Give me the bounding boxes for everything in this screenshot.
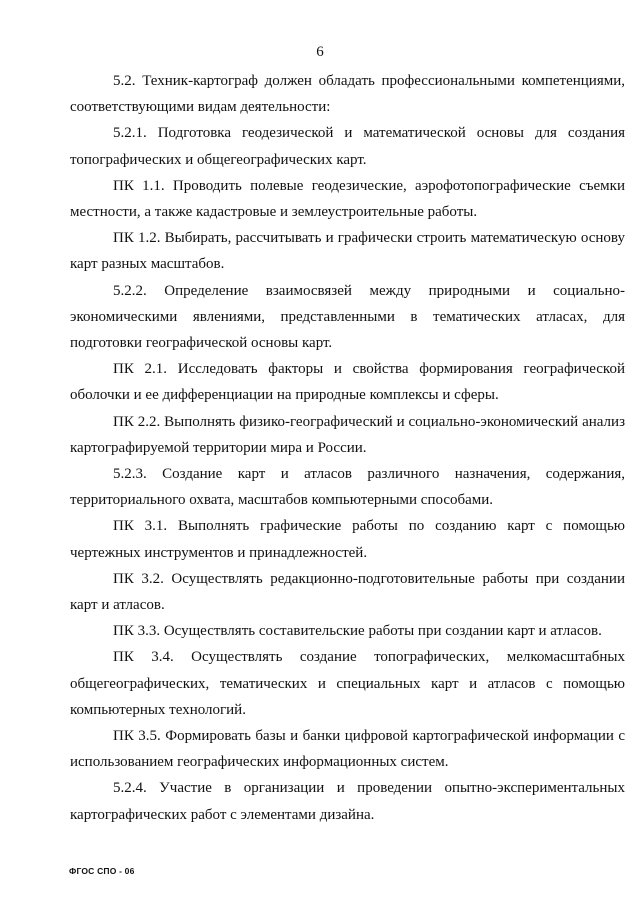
- paragraph-pk-3-1: ПК 3.1. Выполнять графические работы по созданию карт с помощью чертежных инструментов и принадлежностей.: [70, 518, 625, 561]
- paragraph-5-2-1: 5.2.1. Подготовка геодезической и математической основы для создания топографических и общегеографических карт.: [70, 125, 625, 168]
- paragraph-pk-3-5: ПК 3.5. Формировать базы и банки цифровой картографической информации с использованием географических информационных систем.: [70, 728, 625, 771]
- footer-standard-code: ФГОС СПО - 06: [69, 866, 135, 876]
- paragraph-competencies-intro: 5.2. Техник-картограф должен обладать профессиональными компетенциями, соответствующими видам деятельности:: [70, 73, 625, 116]
- paragraph-5-2-2: 5.2.2. Определение взаимосвязей между природными и социально-экономическими явлениями, представленными в тематических атласах, для подготовки географической основы карт.: [70, 282, 625, 352]
- paragraph-pk-3-4: ПК 3.4. Осуществлять создание топографических, мелкомасштабных общегеографических, тематических и специальных карт и атласов с помощью компьютерных технологий.: [70, 649, 625, 718]
- paragraph-pk-2-2: ПК 2.2. Выполнять физико-географический и социально-экономический анализ картографируемой территории мира и России.: [70, 413, 625, 456]
- paragraph-pk-1-2: ПК 1.2. Выбирать, рассчитывать и графически строить математическую основу карт разных масштабов.: [70, 230, 625, 273]
- page-number: 6: [316, 44, 324, 60]
- paragraph-5-2-3: 5.2.3. Создание карт и атласов различного назначения, содержания, территориального охвата, масштабов компьютерными способами.: [70, 466, 625, 509]
- paragraph-pk-3-3: ПК 3.3. Осуществлять составительские работы при создании карт и атласов.: [113, 623, 602, 640]
- document-body: [70, 68, 625, 828]
- paragraph-5-2-4: 5.2.4. Участие в организации и проведении опытно-экспериментальных картографических работ с элементами дизайна.: [70, 780, 625, 823]
- paragraph-pk-1-1: ПК 1.1. Проводить полевые геодезические, аэрофотопографические съемки местности, а также кадастровые и землеустроительные работы.: [70, 177, 625, 221]
- paragraph-pk-2-1: ПК 2.1. Исследовать факторы и свойства формирования географической оболочки и ее дифференциации на природные комплексы и сферы.: [70, 361, 625, 404]
- paragraph-pk-3-2: ПК 3.2. Осуществлять редакционно-подготовительные работы при создании карт и атласов.: [70, 570, 625, 614]
